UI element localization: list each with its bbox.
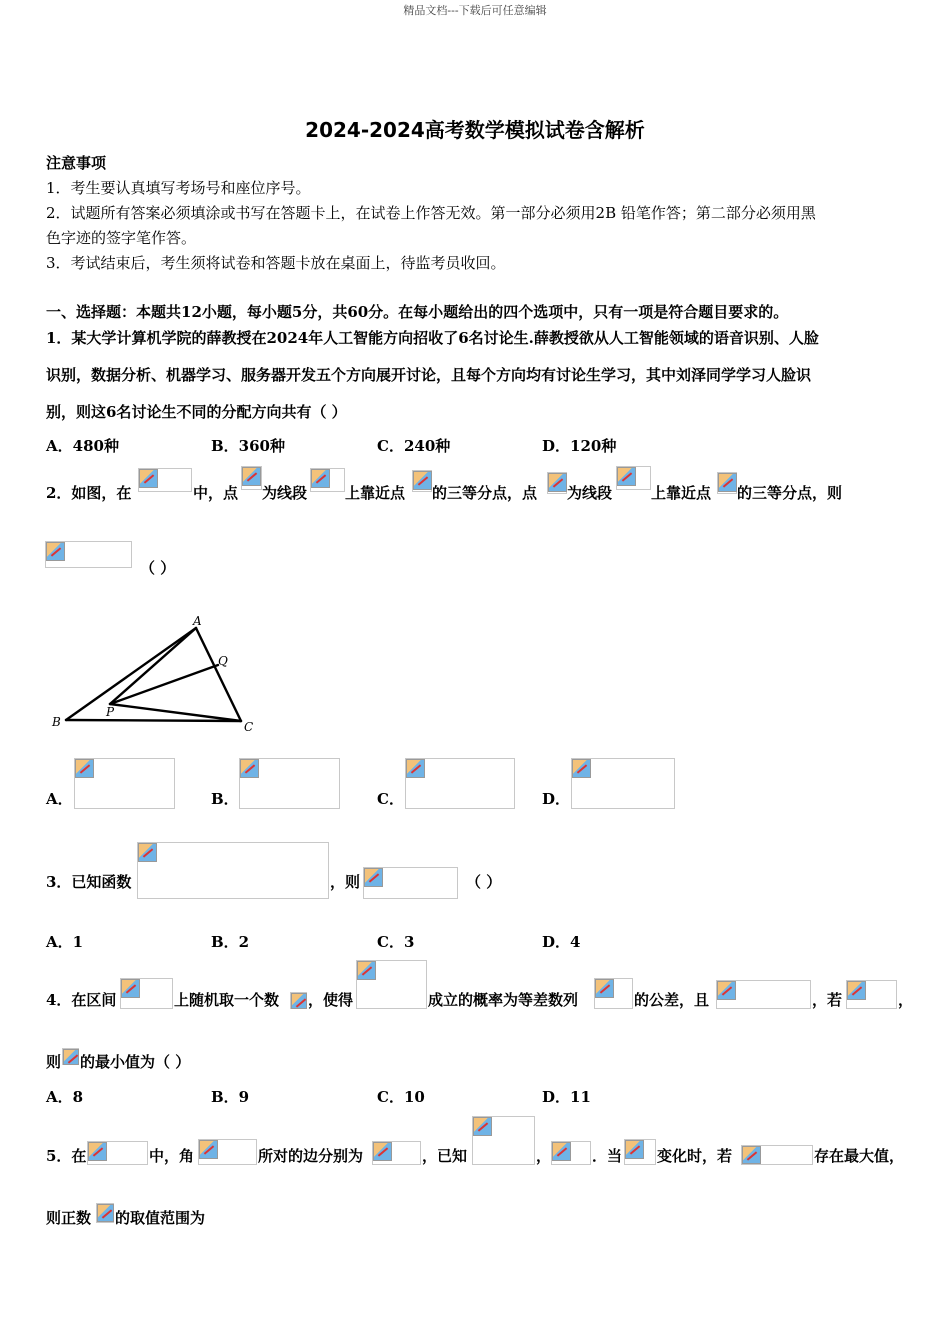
q3-text: ，则: [330, 873, 361, 891]
broken-image-icon: [717, 981, 736, 1000]
formula-image: [120, 978, 173, 1009]
notice-heading: 注意事项: [46, 154, 107, 172]
formula-image: [198, 1139, 257, 1165]
q4-text: 的公差，且: [634, 991, 710, 1009]
q3-option-b: B．2: [211, 933, 250, 951]
broken-image-icon: [357, 961, 376, 980]
q2-option-a: A．: [46, 790, 73, 808]
question-1-text: 1．某大学计算机学院的薛教授在2024年人工智能方向招收了6名讨论生.薛教授欲从人工智能领域的语音识别、人脸: [46, 329, 819, 347]
formula-image: [356, 960, 427, 1009]
q2-text: 为线段: [262, 484, 308, 502]
q1-option-c: C．240种: [377, 437, 451, 455]
question-1-text: 别，则这6名讨论生不同的分配方向共有（ ）: [46, 403, 347, 421]
broken-image-icon: [97, 1204, 114, 1222]
q4-option-a: A．8: [46, 1088, 84, 1106]
broken-image-icon: [742, 1146, 761, 1164]
formula-image: [290, 992, 307, 1009]
q1-option-a: A．480种: [46, 437, 119, 455]
formula-image: [624, 1139, 656, 1165]
formula-image: [412, 470, 432, 492]
q2-text: 的三等分点，点: [432, 484, 538, 502]
formula-image: [87, 1141, 148, 1165]
q4-text: ，使得: [308, 991, 354, 1009]
page-title: 2024-2024高考数学模拟试卷含解析: [305, 118, 645, 142]
q2-text: 上靠近点: [651, 484, 712, 502]
q3-text: 3．已知函数: [46, 873, 132, 891]
q2-text: 为线段: [567, 484, 613, 502]
page-header: 精品文档---下载后可任意编辑: [403, 4, 547, 17]
q2-text: 2．如图，在: [46, 484, 132, 502]
formula-image: [310, 468, 345, 492]
broken-image-icon: [199, 1140, 218, 1159]
vertex-label-c: C: [244, 720, 254, 734]
q5-text: 变化时，若: [657, 1147, 733, 1165]
broken-image-icon: [88, 1142, 107, 1161]
q4-text: 4．在区间: [46, 991, 117, 1009]
q5-text: 中，角: [149, 1147, 195, 1165]
broken-image-icon: [139, 469, 158, 488]
broken-image-icon: [138, 843, 157, 862]
q5-text: ．当: [592, 1147, 623, 1165]
q3-option-d: D．4: [542, 933, 581, 951]
question-1-text: 识别，数据分析、机器学习、服务器开发五个方向展开讨论，且每个方向均有讨论生学习，其中刘泽同学学习人脸识: [46, 366, 812, 384]
q2-text: 上靠近点: [345, 484, 406, 502]
broken-image-icon: [291, 993, 307, 1009]
section-heading: 一、选择题：本题共12小题，每小题5分，共60分。在每小题给出的四个选项中，只有一项是符合题目要求的。: [46, 303, 789, 321]
broken-image-icon: [548, 473, 567, 492]
q2-option-c: C．: [377, 790, 404, 808]
notice-item: 色字迹的签字笔作答。: [46, 229, 197, 247]
formula-image: [372, 1141, 421, 1165]
notice-item: 3．考试结束后，考生须将试卷和答题卡放在桌面上，待监考员收回。: [46, 254, 506, 272]
q5-text: 5．在: [46, 1147, 87, 1165]
broken-image-icon: [406, 759, 425, 778]
q5-text: ，已知: [422, 1147, 468, 1165]
q4-text: 则: [46, 1053, 62, 1071]
q4-option-c: C．10: [377, 1088, 425, 1106]
broken-image-icon: [311, 469, 330, 488]
vertex-label-p: P: [106, 705, 115, 719]
broken-image-icon: [46, 542, 65, 561]
formula-image: [74, 758, 175, 809]
broken-image-icon: [364, 868, 383, 887]
q1-option-b: B．360种: [211, 437, 285, 455]
q4-text: 的最小值为（ ）: [80, 1053, 191, 1071]
broken-image-icon: [373, 1142, 392, 1161]
q4-text: ，: [898, 991, 914, 1009]
broken-image-icon: [413, 471, 432, 490]
broken-image-icon: [572, 759, 591, 778]
formula-image: [241, 466, 262, 490]
formula-image: [616, 466, 651, 490]
formula-image: [96, 1203, 114, 1223]
formula-image: [571, 758, 675, 809]
q4-option-b: B．9: [211, 1088, 250, 1106]
broken-image-icon: [595, 979, 614, 998]
broken-image-icon: [847, 981, 866, 1000]
q5-text: 则正数: [46, 1209, 92, 1227]
vertex-label-b: B: [52, 715, 61, 729]
q3-option-c: C．3: [377, 933, 415, 951]
q4-text: 成立的概率为等差数列: [428, 991, 579, 1009]
q4-option-d: D．11: [542, 1088, 591, 1106]
broken-image-icon: [552, 1142, 571, 1161]
formula-image: [846, 980, 897, 1009]
formula-image: [594, 978, 633, 1009]
formula-image: [405, 758, 515, 809]
formula-image: [472, 1116, 535, 1165]
q2-text: 的三等分点，则: [737, 484, 843, 502]
broken-image-icon: [63, 1049, 79, 1065]
broken-image-icon: [240, 759, 259, 778]
formula-image: [741, 1145, 813, 1165]
formula-image: [547, 472, 567, 494]
formula-image: [138, 468, 192, 492]
broken-image-icon: [242, 467, 261, 486]
vertex-label-q: Q: [218, 654, 228, 668]
formula-image: [62, 1048, 79, 1065]
formula-image: [551, 1141, 591, 1165]
broken-image-icon: [617, 467, 636, 486]
notice-item: 1．考生要认真填写考场号和座位序号。: [46, 179, 311, 197]
q5-text: 所对的边分别为: [258, 1147, 364, 1165]
q5-text: 的取值范围为: [115, 1209, 206, 1227]
formula-image: [363, 867, 458, 899]
broken-image-icon: [121, 979, 140, 998]
q1-option-d: D．120种: [542, 437, 617, 455]
q2-answer-blank: （ ）: [140, 559, 176, 577]
q3-answer-blank: （ ）: [466, 873, 502, 891]
q5-text: ，: [536, 1147, 552, 1165]
broken-image-icon: [75, 759, 94, 778]
q2-text: 中，点: [193, 484, 239, 502]
q3-option-a: A．1: [46, 933, 84, 951]
q5-text: 存在最大值，: [814, 1147, 905, 1165]
q4-text: ，若: [812, 991, 843, 1009]
vertex-label-a: A: [193, 614, 202, 628]
notice-item: 2．试题所有答案必须填涂或书写在答题卡上，在试卷上作答无效。第一部分必须用2B 铅笔作答；第二部分必须用黑: [46, 204, 816, 222]
broken-image-icon: [473, 1117, 492, 1136]
broken-image-icon: [625, 1140, 644, 1159]
broken-image-icon: [718, 473, 737, 492]
formula-image: [239, 758, 340, 809]
triangle-figure: [44, 610, 274, 740]
q4-text: 上随机取一个数: [174, 991, 280, 1009]
q2-option-d: D．: [542, 790, 571, 808]
formula-image: [137, 842, 329, 899]
formula-image: [716, 980, 811, 1009]
formula-image: [45, 541, 132, 568]
q2-option-b: B．: [211, 790, 239, 808]
formula-image: [717, 472, 737, 494]
